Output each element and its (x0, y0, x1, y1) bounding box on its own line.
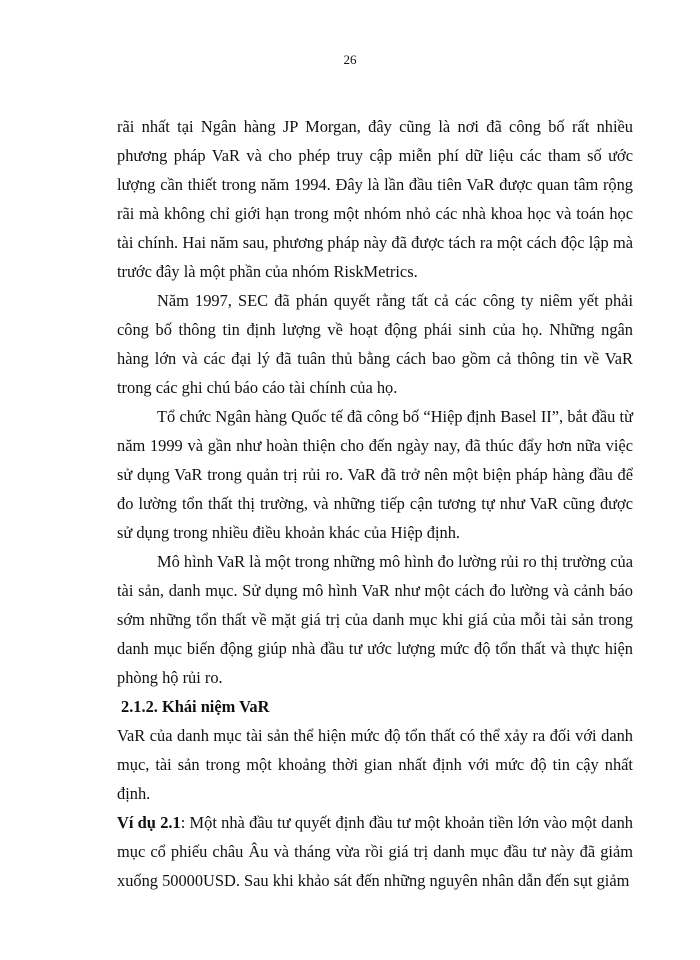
paragraph-var-model: Mô hình VaR là một trong những mô hình đo lường rủi ro thị trường của tài sản, danh mục. Sử dụng mô hình VaR như một cách đo lường và cảnh báo sớm những tổn thất về mặt giá trị của danh mục khi giá của mỗi tài sản trong danh mục biến động giúp nhà đầu tư ước lượng mức độ tổn thất và thực hiện phòng hộ rủi ro. (117, 552, 633, 687)
paragraph-example (117, 808, 633, 895)
example-label: Ví dụ 2.1 (117, 813, 181, 832)
paragraph-sec-1997: Năm 1997, SEC đã phán quyết rằng tất cả các công ty niêm yết phải công bố thông tin định lượng về hoạt động phái sinh của họ. Những ngân hàng lớn và các đại lý đã tuân thủ bằng cách bao gồm cả thông tin về VaR trong các ghi chú báo cáo tài chính của họ. (117, 291, 633, 397)
paragraph-basel-ii: Tổ chức Ngân hàng Quốc tế đã công bố “Hiệp định Basel II”, bắt đầu từ năm 1999 và gần như hoàn thiện cho đến ngày nay, đã thúc đẩy hơn nữa việc sử dụng VaR trong quản trị rủi ro. VaR đã trở nên một biện pháp hàng đầu để đo lường tổn thất thị trường, và những tiếp cận tương tự như VaR cũng được sử dụng trong nhiều điều khoản khác của Hiệp định. (117, 407, 633, 542)
example-text: : Một nhà đầu tư quyết định đầu tư một khoản tiền lớn vào một danh mục cổ phiếu châu Âu và tháng vừa rồi giá trị danh mục đầu tư này đã giảm xuống 50000USD. Sau khi khảo sát đến những nguyên nhân dẫn đến sụt giảm (117, 813, 633, 890)
document-body (117, 112, 633, 895)
section-heading: 2.1.2. Khái niệm VaR (121, 697, 270, 716)
paragraph-jp-morgan: rãi nhất tại Ngân hàng JP Morgan, đây cũng là nơi đã công bố rất nhiều phương pháp VaR và cho phép truy cập miễn phí dữ liệu các tham số ước lượng cần thiết trong năm 1994. Đây là lần đầu tiên VaR được quan tâm rộng rãi mà không chỉ giới hạn trong một nhóm nhỏ các nhà khoa học và toán học tài chính. Hai năm sau, phương pháp này đã được tách ra một cách độc lập mà trước đây là một phần của nhóm RiskMetrics. (117, 117, 633, 281)
page-number: 26 (343, 52, 357, 67)
paragraph-var-definition: VaR của danh mục tài sản thể hiện mức độ tổn thất có thể xảy ra đối với danh mục, tài sản trong một khoảng thời gian nhất định với mức độ tin cậy nhất định. (117, 726, 633, 803)
